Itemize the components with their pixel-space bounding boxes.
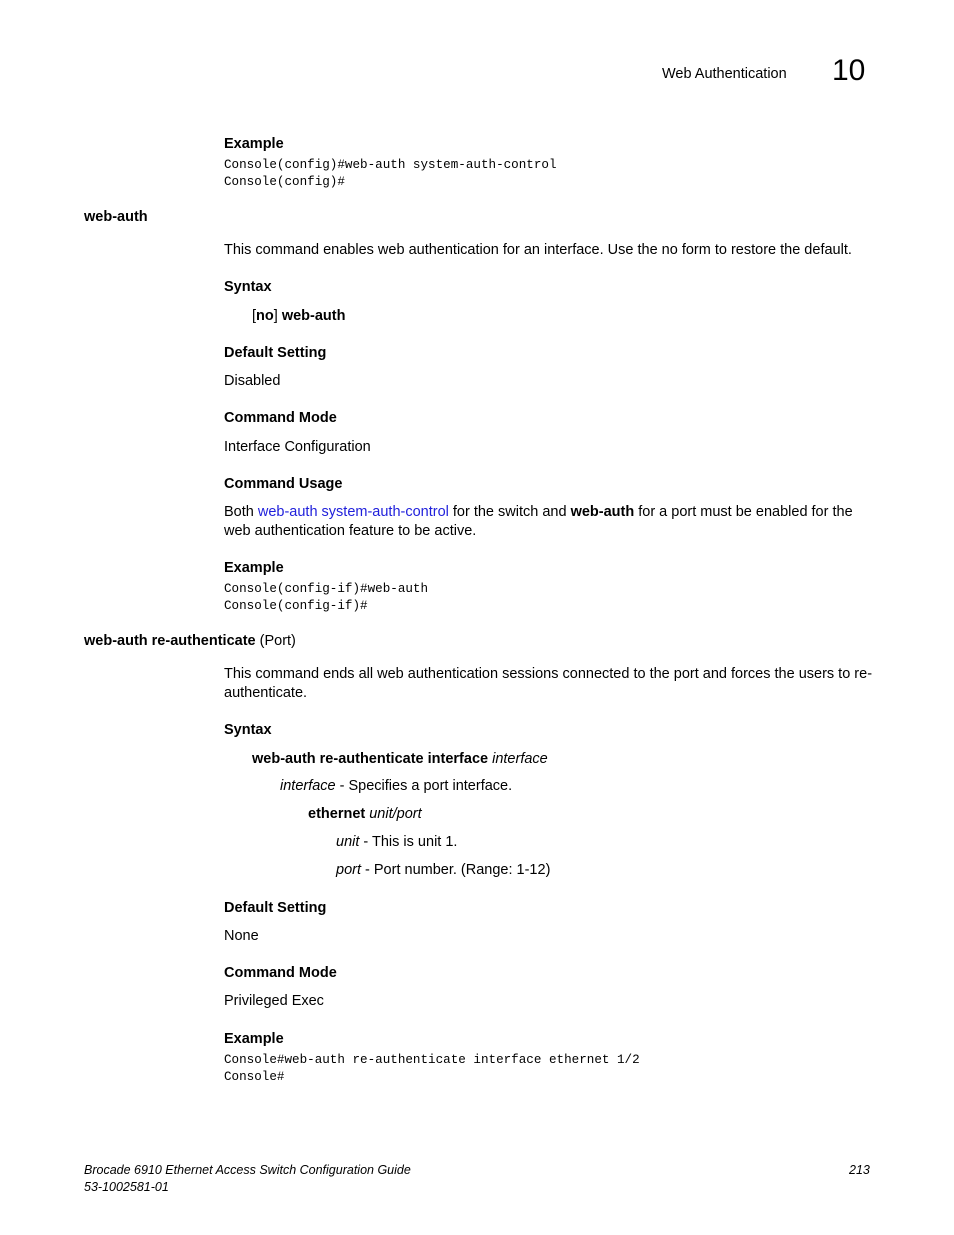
syntax-bracket-open: [ [252, 308, 257, 324]
command-mode-value: Interface Configuration [224, 439, 371, 455]
example-heading: Example [224, 1031, 284, 1047]
command-usage-text: Both web-auth system-auth-control for the switch and web-auth for a port must be enabled for the web authentication feature to be active. [224, 504, 857, 539]
command-mode-heading: Command Mode [224, 965, 337, 981]
command-description: This command enables web authentication for an interface. Use the no form to restore the default. [224, 242, 852, 258]
default-setting-value: None [224, 928, 259, 944]
param-unit: unit - This is unit 1. [336, 834, 458, 850]
command-description: This command ends all web authentication sessions connected to the port and forces the users to re-authenticate. [224, 666, 873, 701]
syntax-command: web-auth [281, 308, 346, 324]
default-setting-heading: Default Setting [224, 345, 327, 361]
page-number: 213 [849, 1163, 870, 1177]
command-mode-heading: Command Mode [224, 410, 337, 426]
example-heading: Example [224, 560, 284, 576]
syntax-heading: Syntax [224, 279, 272, 295]
syntax-argument: interface [488, 751, 548, 767]
syntax-line [252, 750, 548, 769]
command-usage-heading: Command Usage [224, 476, 343, 492]
command-name-web-auth-reauthenticate: web-auth re-authenticate (Port) [84, 633, 296, 649]
syntax-line [252, 307, 345, 326]
syntax-no-keyword: no [256, 308, 274, 324]
syntax-bracket-close: ] [273, 308, 282, 324]
syntax-heading: Syntax [224, 722, 272, 738]
footer-doc-title: Brocade 6910 Ethernet Access Switch Configuration Guide [84, 1163, 411, 1177]
param-interface: interface - Specifies a port interface. [280, 778, 513, 794]
chapter-number: 10 [832, 54, 866, 87]
example-code: Console(config-if)#web-auth Console(config-if)# [224, 582, 429, 613]
syntax-command: web-auth re-authenticate interface [252, 751, 489, 767]
footer-doc-number: 53-1002581-01 [84, 1180, 169, 1194]
param-ethernet: ethernet unit/port [308, 806, 422, 822]
param-port: port - Port number. (Range: 1-12) [336, 862, 551, 878]
command-mode-value: Privileged Exec [224, 993, 324, 1009]
example-code: Console#web-auth re-authenticate interface ethernet 1/2 Console# [224, 1053, 640, 1084]
example-heading: Example [224, 136, 284, 152]
default-setting-heading: Default Setting [224, 900, 327, 916]
web-auth-system-auth-control-link[interactable]: web-auth system-auth-control [257, 504, 449, 520]
default-setting-value: Disabled [224, 373, 281, 389]
example-code: Console(config)#web-auth system-auth-control Console(config)# [224, 158, 557, 189]
running-header-title: Web Authentication [662, 66, 787, 82]
command-name-web-auth: web-auth [84, 209, 148, 225]
